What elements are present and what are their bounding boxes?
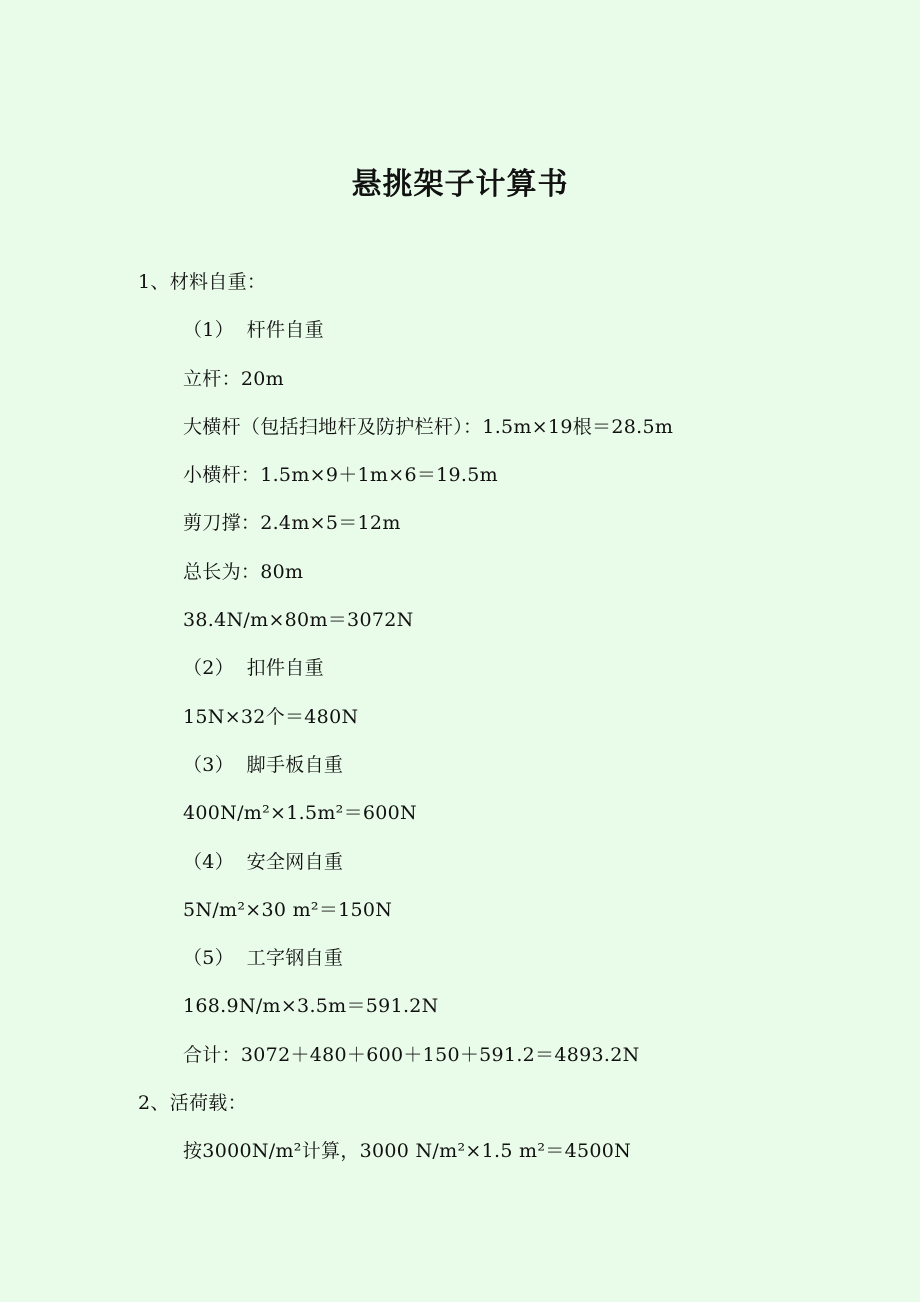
body-line-total-length: 总长为：80m (183, 560, 304, 583)
body-line-fastener-weight: 15N×32个＝480N (183, 705, 359, 728)
document-title: 悬挑架子计算书 (351, 167, 569, 202)
subsection-heading-scaffold-board: （3） 脚手板自重 (183, 753, 344, 776)
section-heading-live-load: 2、活荷载： (138, 1092, 247, 1115)
body-line-live-load: 按3000N/m²计算，3000 N/m²×1.5 m²＝4500N (183, 1140, 632, 1163)
body-line-cross-brace: 剪刀撑：2.4m×5＝12m (183, 512, 401, 535)
body-line-rod-weight: 38.4N/m×80m＝3072N (183, 609, 414, 632)
body-line-net-weight: 5N/m²×30 m²＝150N (183, 898, 393, 921)
subsection-heading-i-beam: （5） 工字钢自重 (183, 947, 344, 970)
body-line-board-weight: 400N/m²×1.5m²＝600N (183, 802, 417, 825)
subsection-heading-rods: （1） 杆件自重 (183, 319, 324, 342)
body-line-dead-load-total: 合计：3072＋480＋600＋150＋591.2＝4893.2N (183, 1043, 640, 1066)
section-heading-materials: 1、材料自重： (138, 271, 267, 293)
body-line-small-crossbar: 小横杆：1.5m×9＋1m×6＝19.5m (183, 464, 498, 487)
body-line-large-crossbar: 大横杆（包括扫地杆及防护栏杆）：1.5m×19根＝28.5m (183, 415, 674, 438)
document-body (0, 262, 920, 1180)
body-line-i-beam-weight: 168.9N/m×3.5m＝591.2N (183, 995, 439, 1018)
subsection-heading-safety-net: （4） 安全网自重 (183, 850, 344, 873)
subsection-heading-fasteners: （2） 扣件自重 (183, 657, 324, 680)
body-line-vertical-pole: 立杆：20m (183, 367, 284, 390)
